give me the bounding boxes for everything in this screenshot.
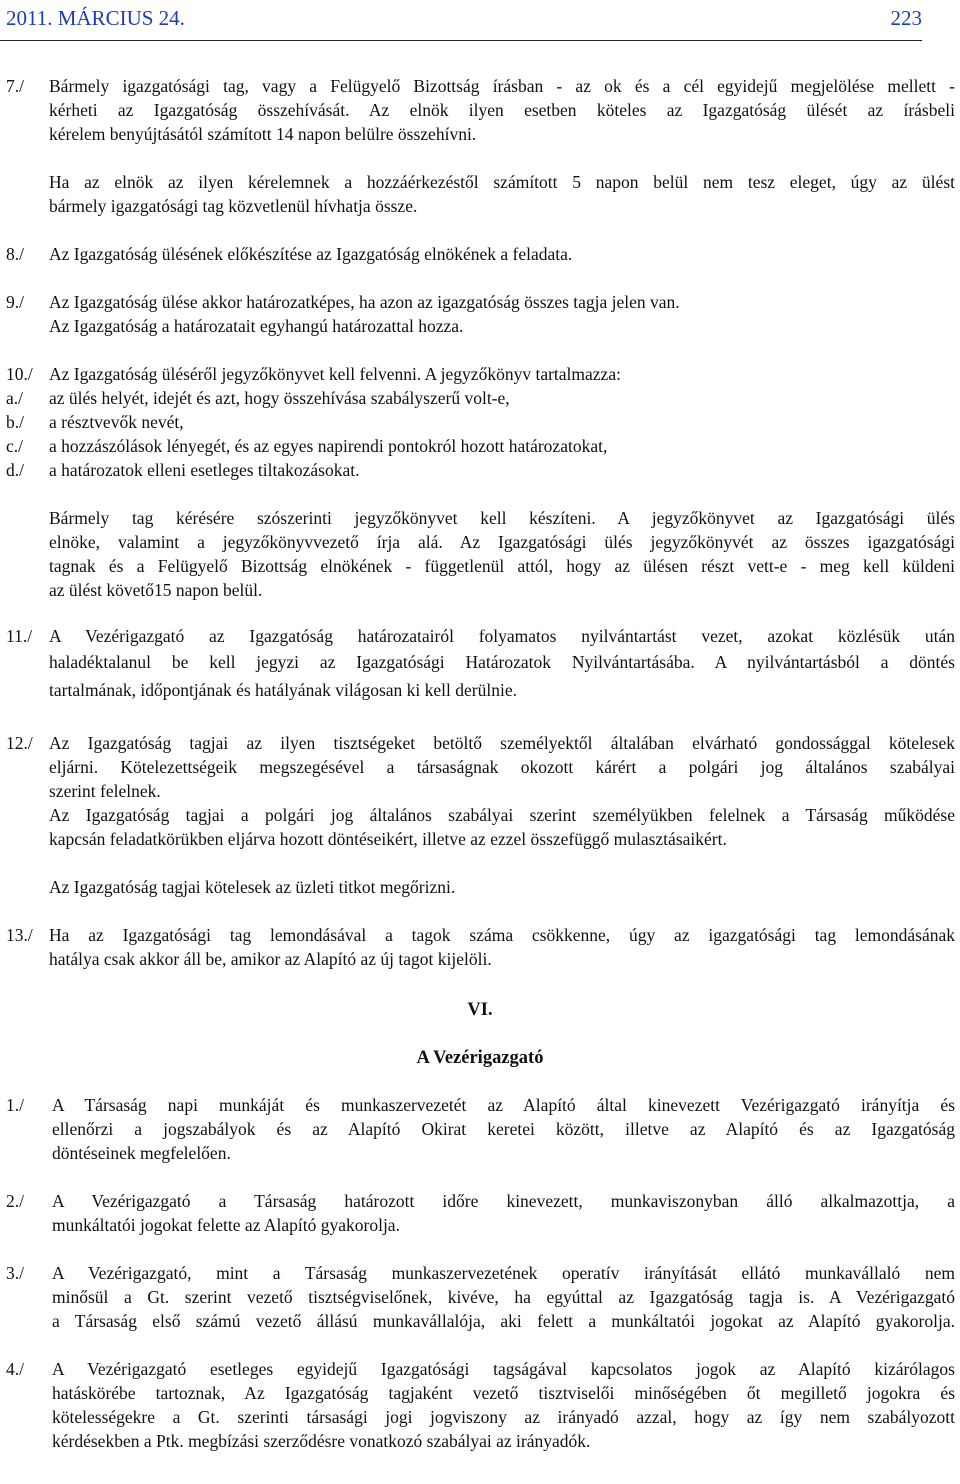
paragraph-line: Ha az Igazgatósági tag lemondásával a tagok száma csökkenne, úgy az igazgatósági tag lemondásának — [49, 925, 955, 945]
sub-item-text: a hozzászólások lényegét, és az egyes napirendi pontokról hozott határozatokat, — [49, 436, 608, 456]
paragraph-line: elnöke, valamint a jegyzőkönyvvezető írja alá. Az Igazgatósági ülés jegyzőkönyvét az összes igazgatósági — [49, 532, 955, 552]
paragraph-line: kérdésekben a Ptk. megbízási szerződésre vonatkozó szabályai az irányadók. — [52, 1431, 591, 1451]
sub-item-text: a résztvevők nevét, — [49, 412, 184, 432]
paragraph-line: A Társaság napi munkáját és munkaszervezetét az Alapító által kinevezett Vezérigazgató irányítja és — [52, 1095, 955, 1115]
paragraph-line: Az Igazgatóság üléséről jegyzőkönyvet kell felvenni. A jegyzőkönyv tartalmazza: — [49, 364, 621, 384]
paragraph-line: A Vezérigazgató, mint a Társaság munkaszervezetének operatív irányítását ellátó munkavállaló nem — [52, 1263, 955, 1283]
paragraph-line: hatáskörébe tartoznak, Az Igazgatóság tagjaként vezető tisztviselői minőségében őt megillető jogokra és — [52, 1383, 955, 1403]
sub-item-text: a határozatok elleni esetleges tiltakozásokat. — [49, 460, 360, 480]
paragraph-line: haladéktalanul be kell jegyzi az Igazgatósági Határozatok Nyilvántartásába. A nyilvántartásból a döntés — [49, 652, 955, 672]
paragraph-line: szerint felelnek. — [49, 781, 161, 801]
paragraph-line: A Vezérigazgató esetleges egyidejű Igazgatósági tagságával kapcsolatos jogok az Alapító kizárólagos — [52, 1359, 955, 1379]
paragraph-line: Bármely tag kérésére szószerinti jegyzőkönyvet kell készíteni. A jegyzőkönyvet az Igazgatósági ülés — [49, 508, 955, 528]
paragraph-line: Az Igazgatóság tagjai a polgári jog általános szabályai szerint személyükben felelnek a Társaság működése — [49, 805, 955, 825]
sub-item-text: az ülés helyét, idejét és azt, hogy összehívása szabályszerű volt-e, — [49, 388, 510, 408]
item-number: 13./ — [6, 925, 33, 945]
item-number: 12./ — [6, 733, 33, 753]
item-number: 9./ — [6, 292, 24, 312]
paragraph-line: Bármely igazgatósági tag, vagy a Felügyelő Bizottság írásban - az ok és a cél egyidejű megjelölése mellett - — [49, 76, 955, 96]
sub-item-letter: a./ — [6, 388, 24, 408]
paragraph-line: kérelem benyújtásától számított 14 napon belülre összehívni. — [49, 124, 477, 144]
paragraph-line: ellenőrzi a jogszabályok és az Alapító Okirat keretei között, illetve az Alapító és az Igazgatóság — [52, 1119, 955, 1139]
item-number: 2./ — [6, 1191, 24, 1211]
item-number: 8./ — [6, 244, 24, 264]
item-number: 3./ — [6, 1263, 24, 1283]
paragraph-line: Az Igazgatóság tagjai kötelesek az üzleti titkot megőrizni. — [49, 877, 456, 897]
paragraph-line: Az Igazgatóság ülése akkor határozatképes, ha azon az igazgatóság összes tagja jelen van. — [49, 292, 680, 312]
paragraph-line: munkáltatói jogokat felette az Alapító gyakorolja. — [52, 1215, 400, 1235]
item-number: 1./ — [6, 1095, 24, 1115]
paragraph-line: döntéseinek megfelelően. — [52, 1143, 231, 1163]
sub-item-letter: c./ — [6, 436, 24, 456]
paragraph-line: kérheti az Igazgatóság összehívását. Az elnök ilyen esetben köteles az Igazgatóság ülését az írásbeli — [49, 100, 955, 120]
item-number: 11./ — [6, 626, 33, 646]
paragraph-line: A Vezérigazgató az Igazgatóság határozatairól folyamatos nyilvántartást vezet, azokat közlésük után — [49, 626, 955, 646]
paragraph-line: eljárni. Kötelezettségeik megszegésével a társaságnak okozott kárért a polgári jog általános szabályai — [49, 757, 955, 777]
page-number: 223 — [890, 6, 922, 30]
paragraph-line: hatálya csak akkor áll be, amikor az Alapító az új tagot kijelöli. — [49, 949, 492, 969]
paragraph-line: az ülést követő15 napon belül. — [49, 580, 263, 600]
paragraph-line: kapcsán feladatkörükben eljárva hozott döntéseikért, illetve az ezzel összefüggő mulasztásaikért. — [49, 829, 727, 849]
paragraph-line: tagnak és a Felügyelő Bizottság elnökének - függetlenül attól, hogy az ülésen részt vett-e - meg kell küldeni — [49, 556, 955, 576]
paragraph-line: Ha az elnök az ilyen kérelemnek a hozzáérkezéstől számított 5 napon belül nem tesz eleget, úgy az ülést — [49, 172, 955, 192]
sub-item-letter: d./ — [6, 460, 24, 480]
paragraph-line: Az Igazgatóság ülésének előkészítése az Igazgatóság elnökének a feladata. — [49, 244, 573, 264]
section-title: A Vezérigazgató — [416, 1048, 544, 1068]
paragraph-line: A Vezérigazgató a Társaság határozott időre kinevezett, munkaviszonyban álló alkalmazottja, a — [52, 1191, 955, 1211]
page-header — [0, 0, 922, 41]
paragraph-line: bármely igazgatósági tag közvetlenül hívhatja össze. — [49, 196, 418, 216]
item-number: 10./ — [6, 364, 33, 384]
paragraph-line: minősül a Gt. szerint vezető tisztségviselőnek, kivéve, ha egyúttal az Igazgatóság tagja is. A Vezérigazgató — [52, 1287, 955, 1307]
paragraph-line: a Társaság első számú vezető állású munkavállalója, aki felett a munkáltatói jogokat az Alapító gyakorolja. — [52, 1311, 955, 1331]
paragraph-line: tartalmának, időpontjának és hatályának világosan ki kell derülnie. — [49, 680, 517, 700]
paragraph-line: Az Igazgatóság tagjai az ilyen tisztségeket betöltő személyektől általában elvárható gondossággal kötelesek — [49, 733, 955, 753]
paragraph-line: kötelességekre a Gt. szerinti társasági jogi jogviszony az irányadó azzal, hogy az így nem szabályozott — [52, 1407, 955, 1427]
sub-item-letter: b./ — [6, 412, 24, 432]
header-date: 2011. MÁRCIUS 24. — [6, 6, 185, 30]
section-number: VI. — [467, 1000, 493, 1020]
item-number: 4./ — [6, 1359, 24, 1379]
item-number: 7./ — [6, 76, 24, 96]
paragraph-line: Az Igazgatóság a határozatait egyhangú határozattal hozza. — [49, 316, 464, 336]
